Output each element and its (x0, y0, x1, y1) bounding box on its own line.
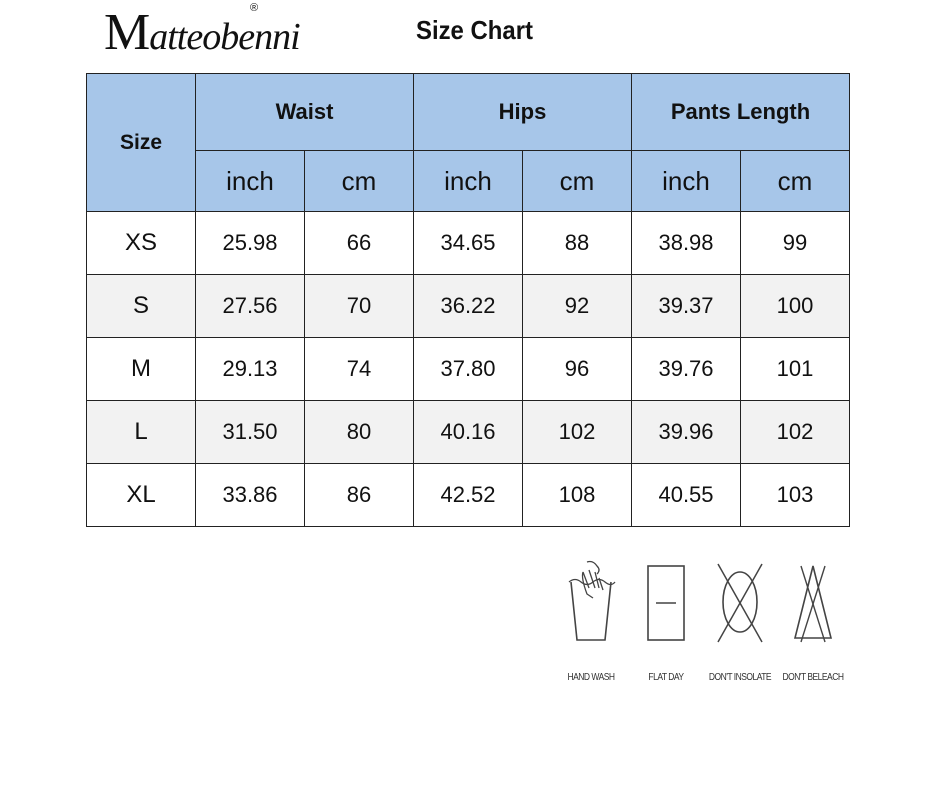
care-flat-dry (626, 558, 706, 683)
unit-header: inch (196, 151, 305, 212)
table-cell: 103 (741, 464, 850, 527)
table-cell: 101 (741, 338, 850, 401)
registered-mark: ® (250, 2, 259, 14)
table-cell: 42.52 (414, 464, 523, 527)
table-cell: 29.13 (196, 338, 305, 401)
table-cell: 37.80 (414, 338, 523, 401)
size-cell: L (87, 401, 196, 464)
table-cell: 96 (523, 338, 632, 401)
table-cell: 80 (305, 401, 414, 464)
size-table (86, 73, 850, 527)
unit-header: cm (305, 151, 414, 212)
unit-header: cm (741, 151, 850, 212)
table-cell: 39.96 (632, 401, 741, 464)
hand-wash-icon (563, 558, 619, 648)
flat-dry-icon (638, 558, 694, 648)
table-cell: 34.65 (414, 212, 523, 275)
unit-header: cm (523, 151, 632, 212)
table-cell: 102 (523, 401, 632, 464)
care-label: DON'T BELEACH (782, 672, 844, 683)
table-row (87, 212, 850, 275)
table-cell: 70 (305, 275, 414, 338)
table-cell: 88 (523, 212, 632, 275)
unit-header: inch (632, 151, 741, 212)
table-cell: 40.16 (414, 401, 523, 464)
size-cell: XS (87, 212, 196, 275)
pants-length-header: Pants Length (632, 74, 850, 151)
care-label: DON'T INSOLATE (708, 672, 772, 683)
table-cell: 27.56 (196, 275, 305, 338)
page-title: Size Chart (416, 15, 533, 45)
table-cell: 66 (305, 212, 414, 275)
table-row (87, 401, 850, 464)
table-cell: 38.98 (632, 212, 741, 275)
care-hand-wash (551, 558, 631, 683)
do-not-bleach-icon (785, 558, 841, 648)
table-cell: 31.50 (196, 401, 305, 464)
size-cell: XL (87, 464, 196, 527)
brand-name: Matteobenni (104, 4, 300, 61)
table-cell: 108 (523, 464, 632, 527)
care-dont-insolate (700, 558, 780, 683)
table-cell: 36.22 (414, 275, 523, 338)
hips-header: Hips (414, 74, 632, 151)
care-label: HAND WASH (567, 672, 615, 683)
table-cell: 25.98 (196, 212, 305, 275)
waist-header: Waist (196, 74, 414, 151)
do-not-tumble-dry-icon (712, 558, 768, 648)
table-cell: 74 (305, 338, 414, 401)
care-dont-bleach (773, 558, 853, 683)
table-cell: 39.37 (632, 275, 741, 338)
size-cell: M (87, 338, 196, 401)
table-cell: 39.76 (632, 338, 741, 401)
table-cell: 99 (741, 212, 850, 275)
table-row (87, 275, 850, 338)
table-cell: 33.86 (196, 464, 305, 527)
table-cell: 92 (523, 275, 632, 338)
unit-header: inch (414, 151, 523, 212)
size-column-header: Size (87, 74, 196, 212)
table-row (87, 338, 850, 401)
table-cell: 86 (305, 464, 414, 527)
brand-logo (104, 0, 300, 66)
table-row (87, 464, 850, 527)
size-cell: S (87, 275, 196, 338)
table-cell: 40.55 (632, 464, 741, 527)
table-cell: 100 (741, 275, 850, 338)
care-label: FLAT DAY (648, 672, 684, 683)
table-cell: 102 (741, 401, 850, 464)
